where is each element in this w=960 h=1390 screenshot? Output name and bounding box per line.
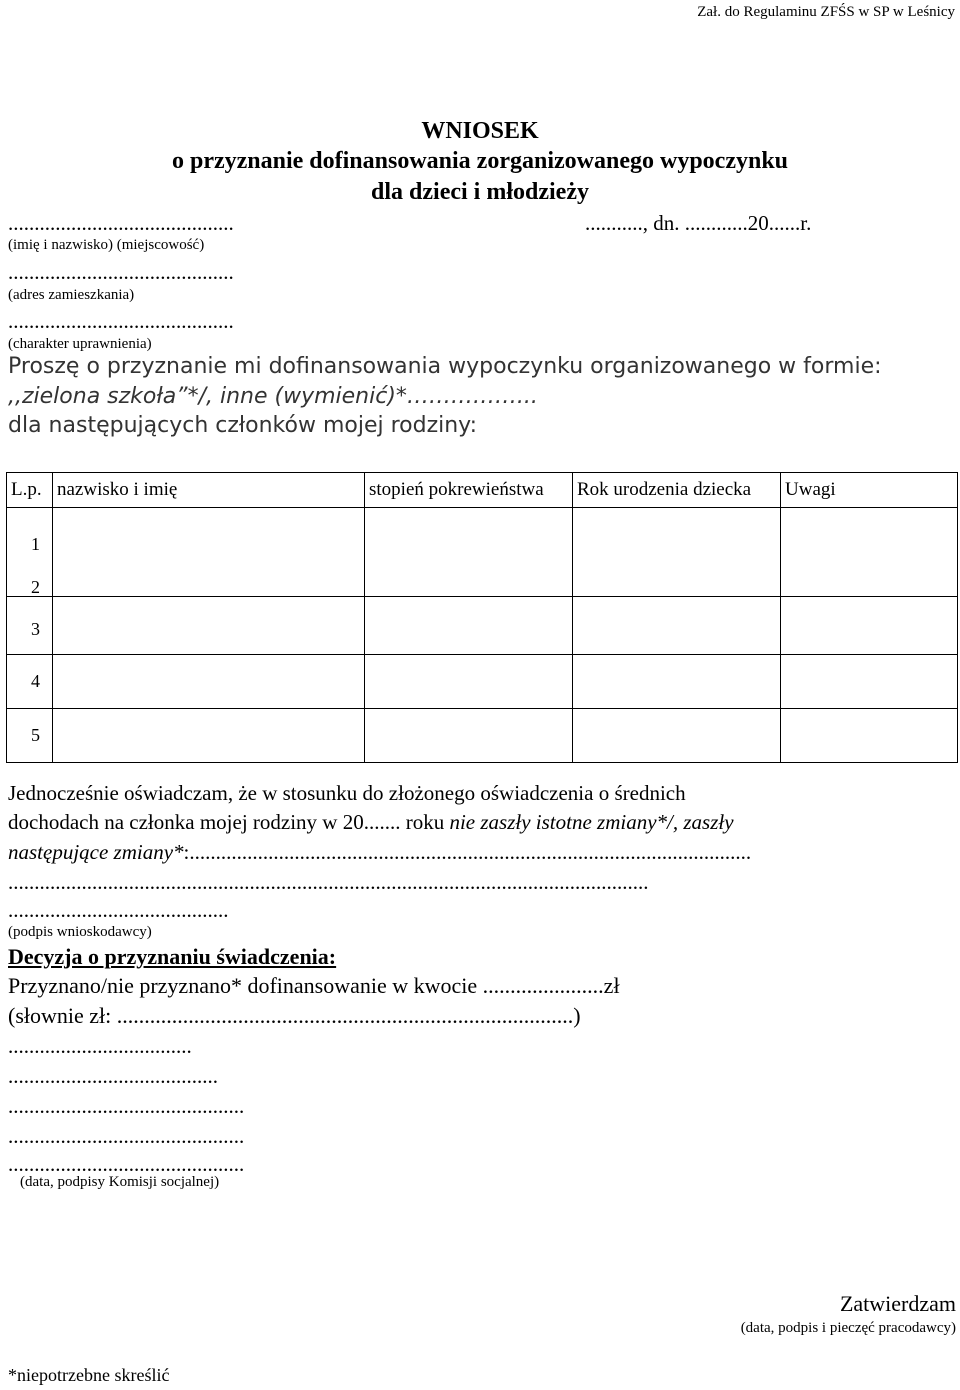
- place-date-field[interactable]: ..........., dn. ............20......r.: [585, 211, 812, 235]
- form-subtitle: o przyznanie dofinansowania zorganizowanego wypoczynku: [171, 148, 789, 174]
- request-line-3: dla następujących członków mojej rodziny:: [8, 413, 478, 438]
- commission-signature-label: (data, podpisy Komisji socjalnej): [20, 1174, 220, 1190]
- row-number: [7, 577, 53, 655]
- birth-year-cell[interactable]: [573, 655, 781, 709]
- approval-heading: Zatwierdzam: [839, 1291, 956, 1316]
- header-lp: L.p.: [7, 473, 53, 508]
- table-row: [7, 655, 958, 709]
- declaration-changes-line[interactable]: ..........................................................................................................................: [8, 870, 649, 894]
- footnote: *niepotrzebne skreślić: [8, 1365, 170, 1385]
- table-row: [7, 597, 958, 655]
- applicant-signature-field[interactable]: ..........................................: [8, 898, 229, 922]
- entitlement-label: (charakter uprawnienia): [8, 336, 152, 352]
- row-number-3: 3: [31, 619, 40, 639]
- request-line-2: ,,zielona szkoła”*/, inne (wymienić)*……………...: [8, 384, 538, 409]
- commission-signature-5[interactable]: .............................................: [8, 1152, 245, 1176]
- header-remarks: Uwagi: [781, 473, 958, 508]
- relationship-cell[interactable]: [365, 597, 573, 655]
- header-name: nazwisko i imię: [53, 473, 365, 508]
- header-birth-year: Rok urodzenia dziecka: [573, 473, 781, 508]
- address-field[interactable]: ...........................................: [8, 260, 234, 284]
- approval-label: (data, podpis i pieczęć pracodawcy): [740, 1320, 956, 1336]
- commission-signature-2[interactable]: ........................................: [8, 1064, 218, 1088]
- remarks-cell[interactable]: [781, 655, 958, 709]
- relationship-cell[interactable]: [365, 655, 573, 709]
- row-number: 1: [7, 508, 53, 597]
- form-title: WNIOSEK: [421, 118, 539, 144]
- declaration-line-2: [8, 810, 734, 835]
- birth-year-cell[interactable]: [573, 508, 781, 597]
- commission-signature-1[interactable]: ...................................: [8, 1034, 192, 1058]
- remarks-cell[interactable]: [781, 508, 958, 597]
- name-cell[interactable]: [53, 709, 365, 763]
- name-cell[interactable]: [53, 597, 365, 655]
- birth-year-cell[interactable]: [573, 597, 781, 655]
- relationship-cell[interactable]: [365, 508, 573, 597]
- declaration-line-3-italic: następujące zmiany*: [8, 840, 184, 864]
- entitlement-field[interactable]: ...........................................: [8, 309, 234, 333]
- address-label: (adres zamieszkania): [8, 287, 135, 303]
- row-number-2: 2: [31, 577, 40, 597]
- decision-heading: Decyzja o przyznaniu świadczenia:: [8, 944, 337, 969]
- request-line-1: Proszę o przyznanie mi dofinansowania wypoczynku organizowanego w formie:: [8, 354, 882, 379]
- declaration-line-2-italic: nie zaszły istotne zmiany*/, zaszły: [449, 810, 734, 834]
- header-note: Zał. do Regulaminu ZFŚS w SP w Leśnicy: [697, 4, 955, 20]
- decision-amount-words[interactable]: (słownie zł: ...................................................................................): [8, 1003, 581, 1028]
- header-relationship: stopień pokrewieństwa: [365, 473, 573, 508]
- row-number: 4: [7, 655, 53, 709]
- table-header-row: [7, 473, 958, 508]
- declaration-line-3: [8, 840, 751, 865]
- birth-year-cell[interactable]: [573, 709, 781, 763]
- declaration-changes-field[interactable]: :...........................................................................................................: [183, 840, 752, 864]
- form-subtitle-2: dla dzieci i młodzieży: [371, 179, 589, 205]
- applicant-signature-label: (podpis wnioskodawcy): [8, 924, 152, 940]
- declaration-line-1: Jednocześnie oświadczam, że w stosunku do złożonego oświadczenia o średnich: [8, 781, 686, 805]
- table-row: [7, 709, 958, 763]
- commission-signature-4[interactable]: .............................................: [8, 1124, 245, 1148]
- name-cell[interactable]: [53, 508, 365, 597]
- commission-signature-3[interactable]: .............................................: [8, 1094, 245, 1118]
- row-number: 5: [7, 709, 53, 763]
- family-members-table: [6, 472, 958, 763]
- declaration-line-2-plain: dochodach na członka mojej rodziny w 20....... roku: [8, 810, 450, 834]
- applicant-name-field[interactable]: ...........................................: [8, 211, 234, 235]
- table-row: [7, 508, 958, 559]
- name-cell[interactable]: [53, 655, 365, 709]
- applicant-name-label: (imię i nazwisko) (miejscowość): [8, 237, 205, 253]
- remarks-cell[interactable]: [781, 597, 958, 655]
- remarks-cell[interactable]: [781, 709, 958, 763]
- decision-amount-line[interactable]: Przyznano/nie przyznano* dofinansowanie w kwocie ......................zł: [8, 973, 620, 998]
- relationship-cell[interactable]: [365, 709, 573, 763]
